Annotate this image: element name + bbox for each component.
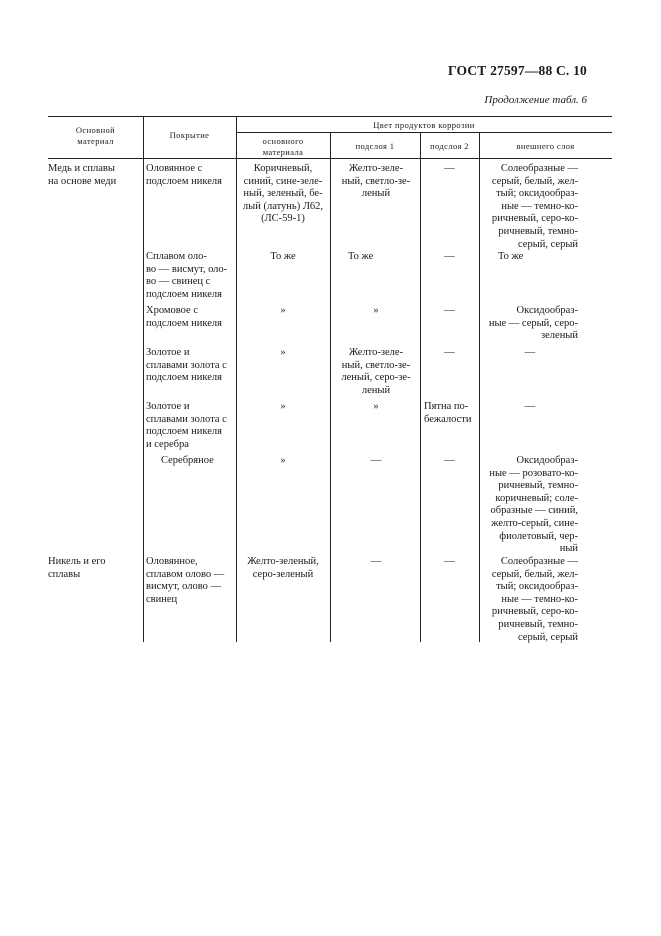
table-cell-outer: Солеобразные — серый, белый, жел- тый; оксидообраз- ные — темно-ко- ричневый, серо-ко- ричневый, темно- серый, серый xyxy=(491,163,578,250)
table-cell-outer: Оксидообраз- ные — розовато-ко- ричневый, темно- коричневый; соле- образные — синий, желто-серый, сине- фиолетовый, чер- ный xyxy=(489,455,578,555)
column-header-sublayer-2: подслоя 2 xyxy=(430,141,469,151)
table-cell-outer: То же xyxy=(498,251,524,262)
column-divider-5 xyxy=(479,132,480,642)
table-cell-material: Медь и сплавы на основе меди xyxy=(48,163,117,187)
table-cell-sublayer-2: — xyxy=(444,556,455,567)
table-top-border xyxy=(48,116,612,117)
table-cell-coating: Оловянное с подслоем никеля xyxy=(146,163,222,187)
column-header-base-material: Основной материал xyxy=(75,125,116,146)
table-cell-sublayer-2: — xyxy=(444,163,455,174)
table-cell-sublayer-1: — xyxy=(370,556,382,567)
column-header-outer-layer: внешнего слоя xyxy=(516,141,575,151)
table-cell-coating: Золотое и сплавами золота с подслоем никеля xyxy=(146,347,227,384)
column-divider-3 xyxy=(330,132,331,642)
table-cell-sublayer-2: — xyxy=(444,251,455,262)
table-cell-base: » xyxy=(280,455,286,466)
table-cell-sublayer-1: Желто-зеле- ный, светло-зе- леный, серо-зе- леный xyxy=(341,347,411,396)
table-cell-sublayer-1: Желто-зеле- ный, светло-зе- леный xyxy=(341,163,411,200)
table-cell-sublayer-2: — xyxy=(444,455,455,466)
table-cell-outer: Оксидообраз- ные — серый, серо- зеленый xyxy=(488,305,578,342)
table-continuation-label: Продолжение табл. 6 xyxy=(484,94,587,106)
table-cell-base: » xyxy=(280,305,286,316)
table-cell-sublayer-2: — xyxy=(444,305,455,316)
column-header-corrosion-color: Цвет продуктов коррозии xyxy=(373,120,475,130)
corrosion-group-underline xyxy=(236,132,612,133)
table-cell-sublayer-1: » xyxy=(373,401,379,412)
table-cell-base: Желто-зеленый, серо-зеленый xyxy=(247,556,319,580)
table-cell-sublayer-2: Пятна по- бежалости xyxy=(424,401,472,425)
table-cell-outer: — xyxy=(524,401,536,412)
table-cell-sublayer-1: — xyxy=(370,455,382,466)
table-cell-coating: Серебряное xyxy=(161,455,214,466)
table-cell-outer: — xyxy=(524,347,536,358)
column-divider-2 xyxy=(236,116,237,642)
table-cell-sublayer-2: — xyxy=(444,347,455,358)
table-cell-material: Никель и его сплавы xyxy=(48,556,106,580)
table-cell-base: Коричневый, синий, сине-зеле- ный, зеленый, бе- лый (латунь) Л62, (ЛС-59-1) xyxy=(242,163,324,225)
table-cell-sublayer-1: То же xyxy=(348,251,374,262)
table-cell-coating: Сплавом оло- во — висмут, оло- во — свинец с подслоем никеля xyxy=(146,251,228,300)
column-divider-1 xyxy=(143,116,144,642)
table-cell-base: » xyxy=(280,347,286,358)
column-header-base: основного материала xyxy=(262,136,304,157)
table-cell-base: То же xyxy=(270,251,296,262)
table-cell-outer: Солеобразные — серый, белый, жел- тый; оксидообраз- ные — темно-ко- ричневый, серо-ко- ричневый, темно- серый, серый xyxy=(491,556,578,643)
table-cell-coating: Золотое и сплавами золота с подслоем никеля и серебра xyxy=(146,401,227,450)
table-cell-base: » xyxy=(280,401,286,412)
page-title: ГОСТ 27597—88 С. 10 xyxy=(448,63,587,78)
table-cell-coating: Оловянное, сплавом олово — висмут, олово — свинец xyxy=(146,556,225,605)
column-header-coating: Покрытие xyxy=(169,130,210,140)
table-cell-coating: Хромовое с подслоем никеля xyxy=(146,305,222,329)
column-header-sublayer-1: подслоя 1 xyxy=(355,141,395,151)
table-cell-sublayer-1: » xyxy=(373,305,379,316)
